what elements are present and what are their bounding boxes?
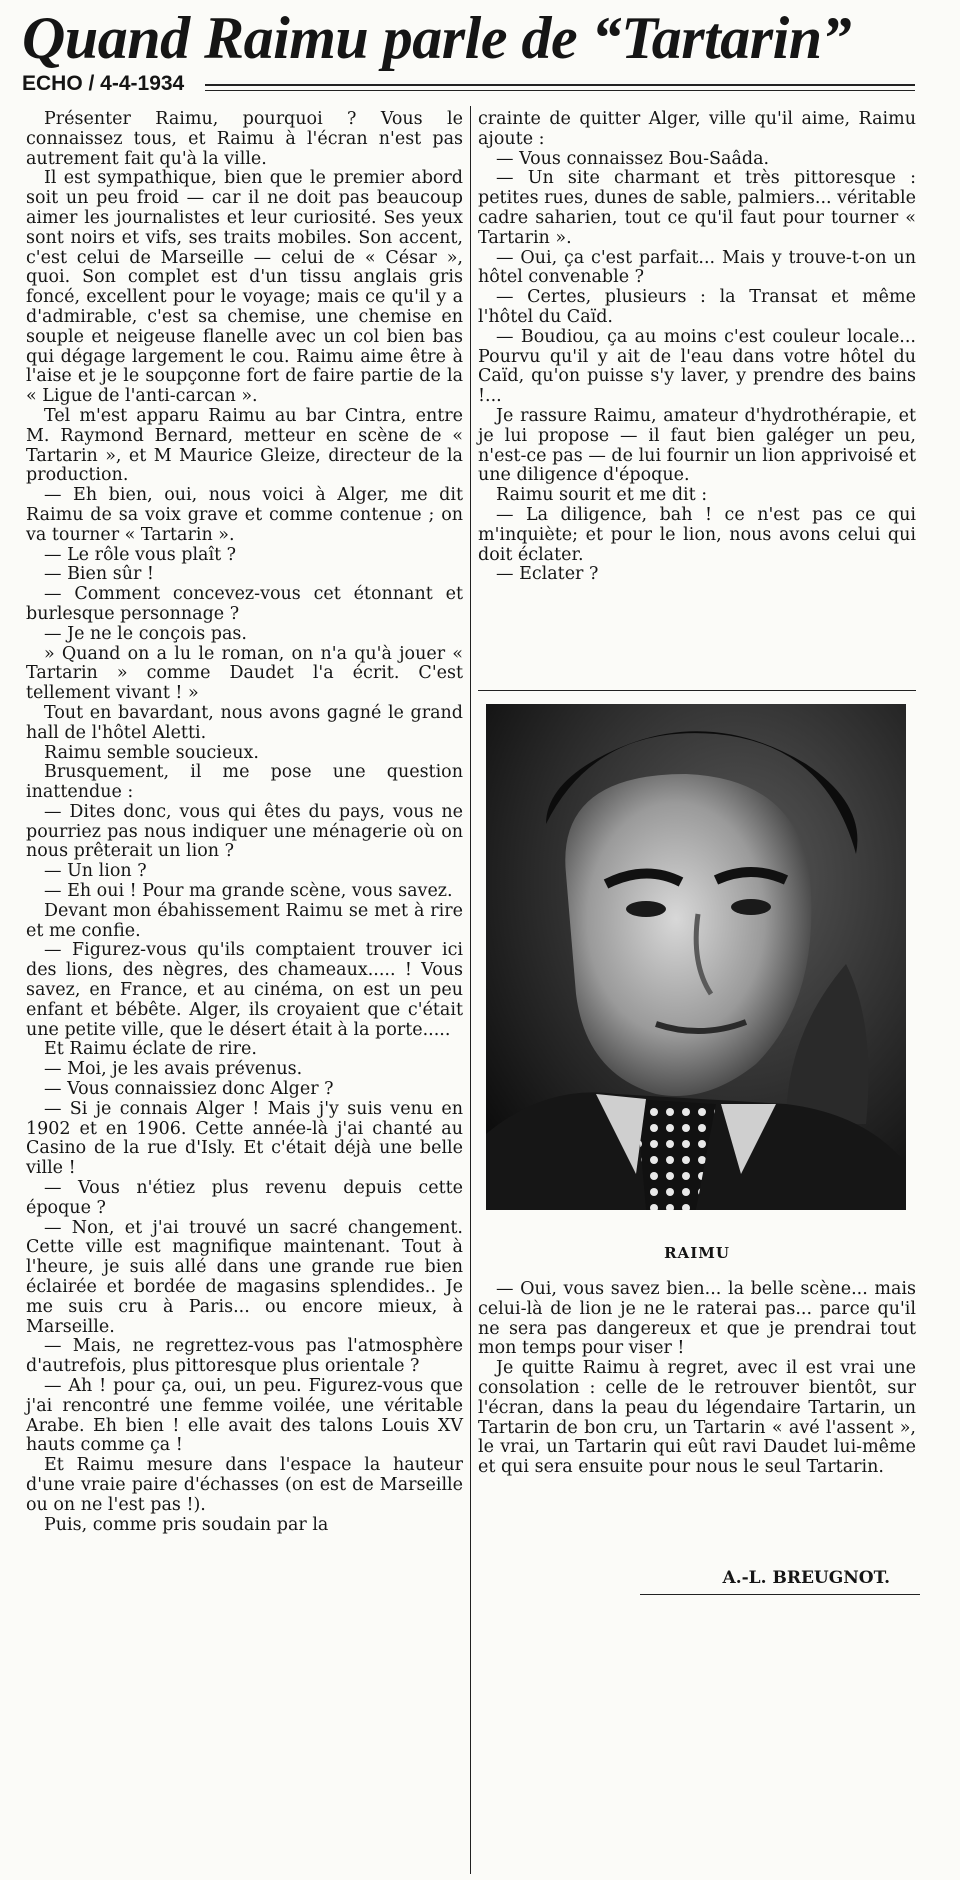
paragraph: Raimu sourit et me dit : xyxy=(496,485,708,506)
paragraph: Et Raimu éclate de rire. xyxy=(44,1039,257,1060)
paragraph: — Un site charmant et très pittoresque : petites rues, dunes de sable, palmiers... véritable cadre saharien, tout ce qu'il faut pour tourner « Tartarin ». xyxy=(478,168,916,248)
paragraph: Présenter Raimu, pourquoi ? Vous le connaissez tous, et Raimu à l'écran n'est pas autrement fait qu'à la ville. xyxy=(26,109,463,169)
paragraph: — Boudiou, ça au moins c'est couleur locale... Pourvu qu'il y ait de l'eau dans votre hôtel du Caïd, qu'on puisse s'y laver, y prendre des bains !... xyxy=(478,326,916,407)
paragraph: Je quitte Raimu à regret, avec il est vrai une consolation : celle de le retrouver bientôt, sur l'écran, dans la peau du légendaire Tartarin, un Tartarin de bon cru, un Tartarin « avé l'assent », le vrai, un Tartarin qui eût ravi Daudet lui-même et qui sera ensuite pour nous le seul Tartarin. xyxy=(478,1358,916,1478)
paragraph: — Vous connaissiez donc Alger ? xyxy=(44,1079,334,1100)
paragraph: — Ah ! pour ça, oui, un peu. Figurez-vous que j'ai rencontré une femme voilée, une véritable Arabe. Eh bien ! elle avait des talons Louis XV hauts comme ça ! xyxy=(26,1376,463,1456)
paragraph: — Le rôle vous plaît ? xyxy=(44,544,237,565)
paragraph: — La diligence, bah ! ce n'est pas ce qui m'inquiète; et pour le lion, nous avons celui qui doit éclater. xyxy=(478,504,916,565)
paragraph: — Dites donc, vous qui êtes du pays, vous ne pourriez pas nous indiquer une ménagerie où on nous prêterait un lion ? xyxy=(26,801,463,862)
paragraph: Il est sympathique, bien que le premier abord soit un peu froid — car il ne doit pas beaucoup aimer les journalistes et leur curiosité. Ses yeux sont noirs et vifs, ses traits mobiles. Son accent, c'est celui de Marseille — celui de « César », quoi. Son complet est d'un tissu anglais gris foncé, excellent pour le voyage; mais ce qu'il y a d'admirable, c'est sa chemise, une chemise en souple et neigeuse flanelle avec un col bien bas qui dégage largement le cou. Raimu aime être à l'aise et je le soupçonne fort de faire partie de la « Ligue de l'anti-carcan ». xyxy=(26,168,463,407)
paragraph: — Figurez-vous qu'ils comptaient trouver ici des lions, des nègres, des chameaux..... ! Vous savez, en France, et au cinéma, on est un peu enfant et bébête. Alger, ils croyaient que c'était une petite ville, que le désert était à la porte..... xyxy=(26,940,463,1040)
paragraph: — Eh oui ! Pour ma grande scène, vous savez. xyxy=(44,881,453,902)
source-date: ECHO / 4-4-1934 xyxy=(22,72,185,95)
paragraph: Tout en bavardant, nous avons gagné le grand hall de l'hôtel Aletti. xyxy=(26,702,463,743)
paragraph: » Quand on a lu le roman, on n'a qu'à jouer « Tartarin » comme Daudet l'a écrit. C'est tellement vivant ! » xyxy=(26,643,463,704)
header-rule-thin xyxy=(205,90,915,91)
header-rule xyxy=(205,84,915,86)
photo-separator xyxy=(478,690,916,691)
author-signature: A.-L. BREUGNOT. xyxy=(722,1568,890,1588)
paragraph: — Oui, ça c'est parfait... Mais y trouve-t-on un hôtel convenable ? xyxy=(478,247,916,288)
column-divider xyxy=(470,106,471,1874)
paragraph: — Vous n'étiez plus revenu depuis cette époque ? xyxy=(26,1178,463,1218)
photo-caption: RAIMU xyxy=(664,1244,730,1262)
paragraph: — Vous connaissez Bou-Saâda. xyxy=(496,148,770,169)
paragraph: — Je ne le conçois pas. xyxy=(44,623,247,644)
paragraph: — Bien sûr ! xyxy=(44,564,154,585)
paragraph: — Eh bien, oui, nous voici à Alger, me dit Raimu de sa voix grave et comme contenue ; on va tourner « Tartarin ». xyxy=(26,485,463,545)
paragraph: Brusquement, il me pose une question inattendue : xyxy=(26,762,463,803)
signature-underline xyxy=(640,1594,920,1595)
right-column-bottom xyxy=(478,1280,916,1478)
paragraph: Je rassure Raimu, amateur d'hydrothérapie, et je lui propose — il faut bien galéger un peu, n'est-ce pas — de lui fournir un lion apprivoisé et une diligence d'époque. xyxy=(478,405,916,486)
paragraph: Puis, comme pris soudain par la xyxy=(44,1514,329,1535)
paragraph: — Comment concevez-vous cet étonnant et burlesque personnage ? xyxy=(26,584,463,624)
paragraph: Et Raimu mesure dans l'espace la hauteur d'une vraie paire d'échasses (on est de Marseille ou on ne l'est pas !). xyxy=(26,1455,463,1515)
paragraph: crainte de quitter Alger, ville qu'il aime, Raimu ajoute : xyxy=(478,109,916,149)
portrait-illustration xyxy=(486,704,906,1210)
article-headline: Quand Raimu parle de “Tartarin” xyxy=(22,5,852,71)
paragraph: — Oui, vous savez bien... la belle scène... mais celui-là de lion je ne le raterai pas... parce qu'il ne sera pas dangereux et que je prendrai tout mon temps pour viser ! xyxy=(478,1279,916,1359)
paragraph: — Mais, ne regrettez-vous pas l'atmosphère d'autrefois, plus pittoresque plus orientale ? xyxy=(26,1336,463,1377)
paragraph: — Non, et j'ai trouvé un sacré changement. Cette ville est magnifique maintenant. Tout à l'heure, je suis allé dans une grande rue bien éclairée et bordée de magasins splendides.. Je me suis cru à Paris... ou encore mieux, à Marseille. xyxy=(26,1217,463,1337)
paragraph: Devant mon ébahissement Raimu se met à rire et me confie. xyxy=(26,900,463,941)
paragraph: Raimu semble soucieux. xyxy=(44,742,259,763)
paragraph: Tel m'est apparu Raimu au bar Cintra, entre M. Raymond Bernard, metteur en scène de « Tartarin », et M Maurice Gleize, directeur de la production. xyxy=(26,405,463,486)
paragraph: — Eclater ? xyxy=(496,564,599,585)
paragraph: — Si je connais Alger ! Mais j'y suis venu en 1902 et en 1906. Cette année-là j'ai chanté au Casino de la rue d'Isly. Et c'était déjà une belle ville ! xyxy=(26,1098,463,1179)
paragraph: — Certes, plusieurs : la Transat et même l'hôtel du Caïd. xyxy=(478,287,916,327)
paragraph: — Un lion ? xyxy=(44,861,147,882)
paragraph: — Moi, je les avais prévenus. xyxy=(44,1059,303,1080)
portrait-photo xyxy=(486,704,906,1210)
right-column-top xyxy=(478,110,916,585)
left-column xyxy=(26,110,463,1535)
